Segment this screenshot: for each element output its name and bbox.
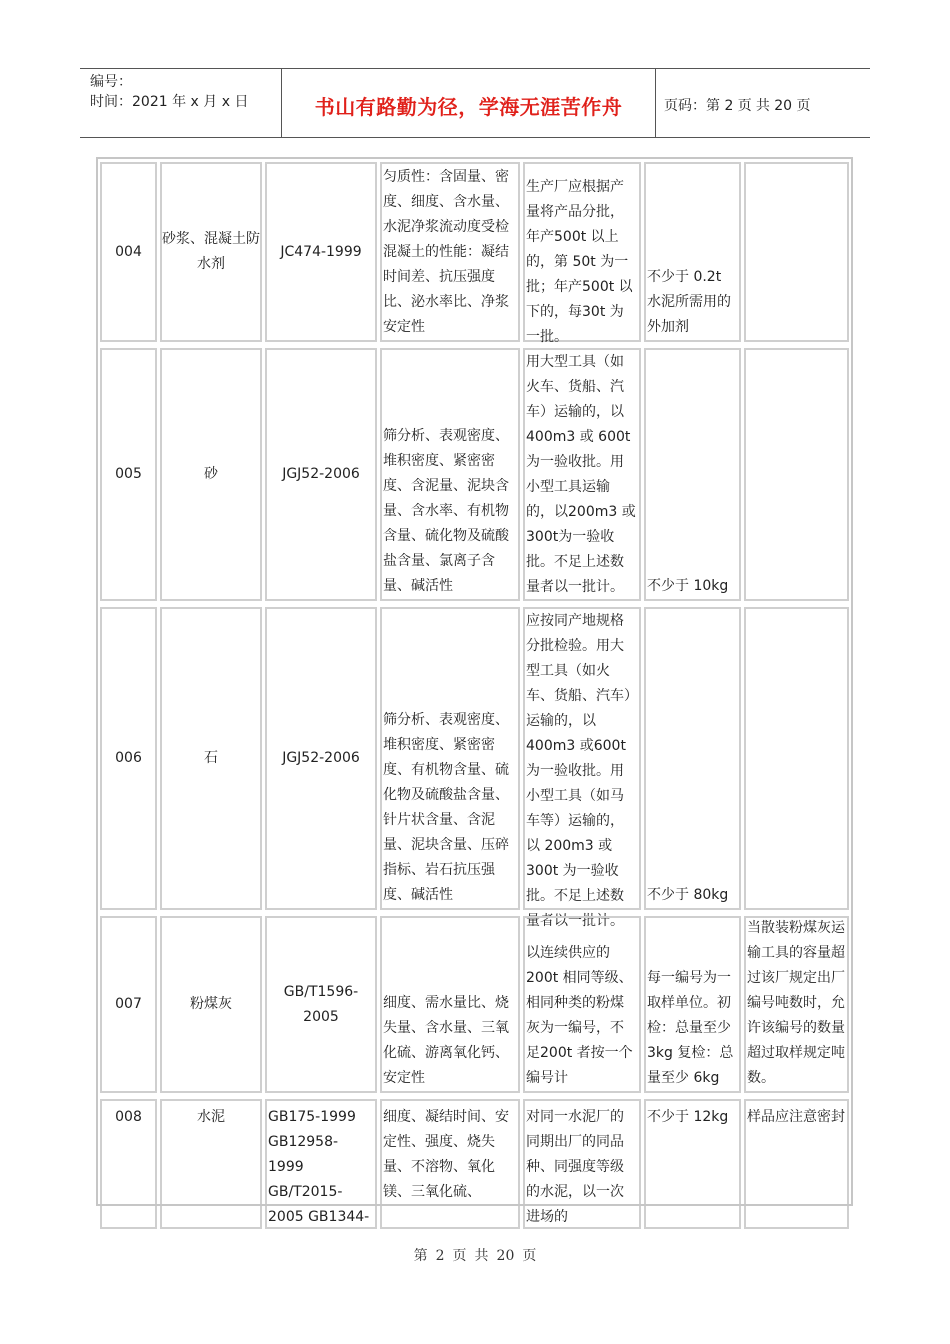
total-pages-label: 共 20 页 xyxy=(755,98,811,114)
cell-items: 匀质性：含固量、密度、细度、含水量、水泥净浆流动度受检混凝土的性能：凝结时间差、抗压强度比、泌水率比、净浆安定性 xyxy=(380,162,520,342)
header-page-info xyxy=(656,69,870,137)
cell-note xyxy=(744,607,849,910)
cell-batch: 对同一水泥厂的同期出厂的同品种、同强度等级的水泥，以一次进场的 xyxy=(523,1099,641,1229)
cell-standard: JGJ52-2006 xyxy=(265,348,377,601)
cell-sample-text: 不少于 80kg xyxy=(647,887,729,903)
cell-sample xyxy=(644,348,741,601)
cell-standard: GB/T1596-2005 xyxy=(265,916,377,1093)
cell-items xyxy=(380,607,520,910)
table-row xyxy=(98,159,851,345)
cell-batch: 用大型工具（如火车、货船、汽车）运输的，以400m3 或 600t为一验收批。用小型工具运输的，以200m3 或 300t为一验收批。不足上述数量者以一批计。 xyxy=(523,348,641,601)
cell-name: 砂浆、混凝土防水剂 xyxy=(160,162,262,342)
page-label: 页码：第 2 页 xyxy=(664,98,752,114)
cell-batch-text: 以连续供应的200t 相同等级、相同种类的粉煤灰为一编号，不足200t 者按一个编号计 xyxy=(526,945,633,1086)
table-bottom-border xyxy=(96,1204,853,1206)
cell-no: 005 xyxy=(100,348,157,601)
table-row xyxy=(98,913,851,1096)
cell-batch-text: 生产厂应根据产量将产品分批，年产500t 以上的，第 50t 为一批；年产500t 以下的，每30t 为一批。 xyxy=(526,178,633,345)
header-motto xyxy=(282,69,656,137)
time-label: 时间：2021 年 x 月 x 日 xyxy=(90,94,249,110)
cell-items-text: 筛分析、表观密度、堆积密度、紧密密度、有机物含量、硫化物及硫酸盐含量、针片状含量、含泥量、泥块含量、压碎指标、岩石抗压强度、碱活性 xyxy=(383,712,509,903)
footer-total-prefix: 共 xyxy=(474,1248,489,1264)
cell-name: 石 xyxy=(160,607,262,910)
table-row xyxy=(98,1096,851,1225)
cell-items-text: 筛分析、表观密度、堆积密度、紧密密度、含泥量、泥块含量、含水率、有机物含量、硫化物及硫酸盐含量、氯离子含量、碱活性 xyxy=(383,428,509,594)
cell-standard: JGJ52-2006 xyxy=(265,607,377,910)
cell-batch: 应按同产地规格分批检验。用大型工具（如火车、货船、汽车）运输的，以 400m3 或600t 为一验收批。用小型工具（如马车等）运输的，以 200m3 或300t 为一验收批。不足上述数量者以一批计。 xyxy=(523,607,641,910)
cell-no: 004 xyxy=(100,162,157,342)
cell-name: 粉煤灰 xyxy=(160,916,262,1093)
footer-total-no: 20 xyxy=(496,1248,515,1264)
cell-no: 006 xyxy=(100,607,157,910)
cell-sample xyxy=(644,607,741,910)
header-meta xyxy=(80,69,282,137)
motto-text: 书山有路勤为径，学海无涯苦作舟 xyxy=(314,94,623,119)
cell-note xyxy=(744,916,849,1093)
cell-sample-text: 每一编号为一取样单位。初检：总量至少3kg 复检：总量至少 6kg xyxy=(647,970,734,1086)
serial-label: 编号： xyxy=(90,74,132,90)
footer-page-no: 2 xyxy=(435,1248,445,1264)
cell-note-text: 当散装粉煤灰运输工具的容量超过该厂规定出厂编号吨数时，允许该编号的数量超过取样规定吨数。 xyxy=(747,920,845,1086)
cell-batch xyxy=(523,916,641,1093)
cell-batch xyxy=(523,162,641,345)
cell-note: 样品应注意密封 xyxy=(744,1099,849,1229)
footer-page-prefix: 第 xyxy=(413,1248,428,1264)
cell-sample xyxy=(644,916,741,1093)
cell-no: 008 xyxy=(100,1099,157,1229)
cell-standard: JC474-1999 xyxy=(265,162,377,342)
cell-items xyxy=(380,348,520,601)
cell-standard: GB175-1999 GB12958-1999 GB/T2015-2005 GB1344- xyxy=(265,1099,377,1229)
cell-sample-text: 不少于 10kg xyxy=(647,578,729,594)
cell-no: 007 xyxy=(100,916,157,1093)
cell-name: 水泥 xyxy=(160,1099,262,1229)
inspection-table xyxy=(96,157,853,1225)
cell-sample: 不少于 12kg xyxy=(644,1099,741,1229)
table-row xyxy=(98,345,851,604)
cell-name: 砂 xyxy=(160,348,262,601)
cell-items: 细度、凝结时间、安定性、强度、烧失量、不溶物、氧化镁、三氧化硫、 xyxy=(380,1099,520,1229)
page-footer xyxy=(0,1245,950,1265)
footer-total-unit: 页 xyxy=(522,1248,537,1264)
page-header xyxy=(80,68,870,138)
table-row xyxy=(98,604,851,929)
cell-items-text: 细度、需水量比、烧失量、含水量、三氧化硫、游离氧化钙、安定性 xyxy=(383,995,509,1086)
cell-sample-text: 不少于 0.2t 水泥所需用的外加剂 xyxy=(647,269,731,335)
cell-note xyxy=(744,348,849,601)
cell-sample xyxy=(644,162,741,342)
cell-note xyxy=(744,162,849,342)
cell-items xyxy=(380,916,520,1093)
footer-page-unit: 页 xyxy=(452,1248,467,1264)
